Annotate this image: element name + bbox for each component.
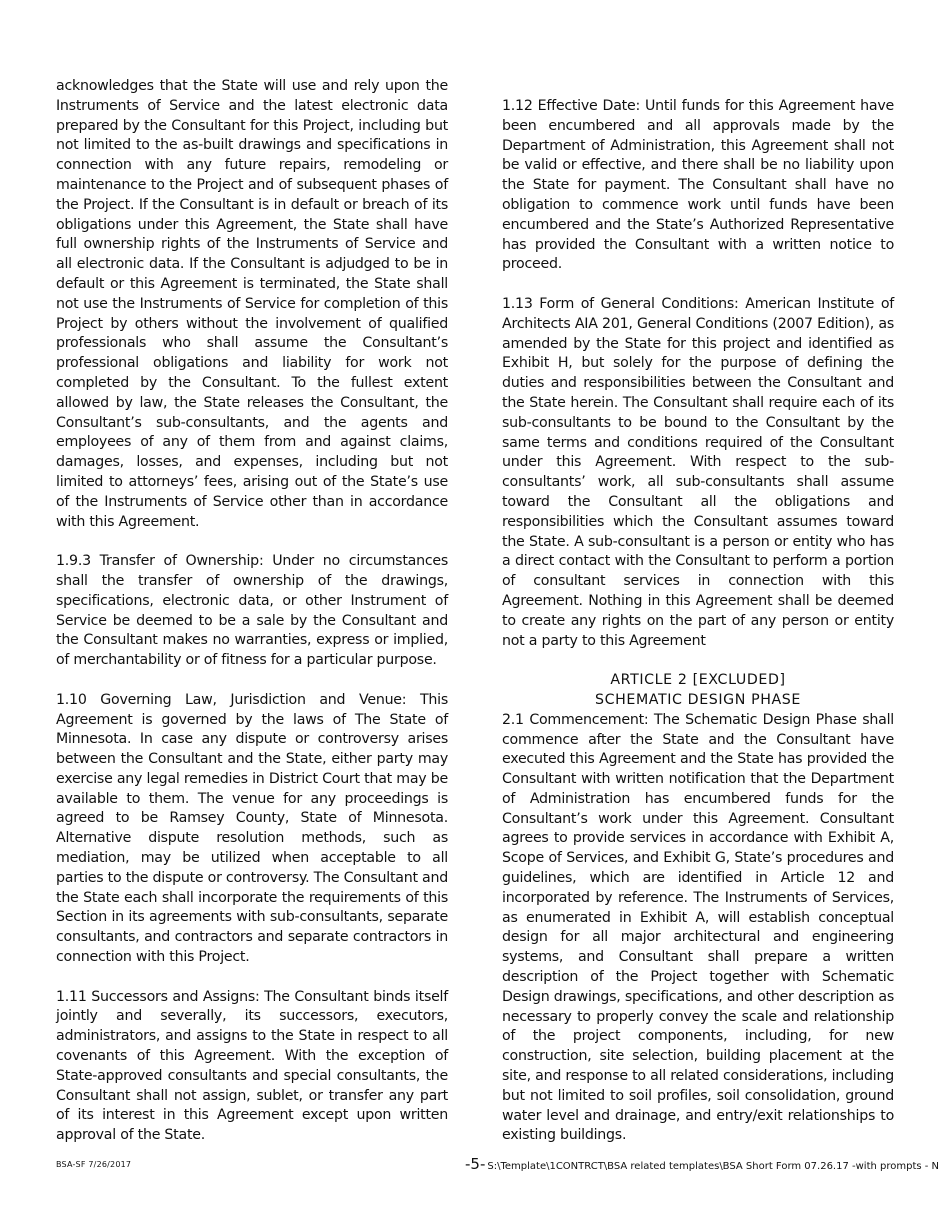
paragraph-instruments-of-service: acknowledges that the State will use and rely upon the Instruments of Service and the latest electronic data prepared by the Consultant for this Project, including but not limited to the as-built drawings and specifications in connection with any future repairs, remodeling or maintenance to the Project and of subsequent phases of the Project. If the Consultant is in default or breach of its obligations under this Agreement, the State shall have full ownership rights of the Instruments of Service and all electronic data. If the Consultant is adjudged to be in default or this Agreement is terminated, the State shall not use the Instruments of Service for completion of this Project by others without the involvement of qualified professionals who shall assume the Consultant’s professional obligations and liability for work not completed by the Consultant. To the fullest extent allowed by law, the State releases the Consultant, the Consultant’s sub-consultants, and the agents and employees of any of them from and against claims, damages, losses, and expenses, including but not limited to attorneys’ fees, arising out of the State’s use of the Instruments of Service other than in accordance with this Agreement. xyxy=(56,78,448,530)
paragraph-commencement: 2.1 Commencement: The Schematic Design Phase shall commence after the State and the Consultant have executed this Agreement and the State has provided the Consultant with written notification that the Department of Administration has encumbered funds for the Consultant’s work under this Agreement. Consultant agrees to provide services in accordance with Exhibit A, Scope of Services, and Exhibit G, State’s procedures and guidelines, which are identified in Article 12 and incorporated by reference. The Instruments of Services, as enumerated in Exhibit A, will establish conceptual design for all major architectural and engineering systems, and Consultant shall prepare a written description of the Project together with Schematic Design drawings, specifications, and other description as necessary to properly convey the scale and relationship of the project components, including, for new construction, site selection, building placement at the site, and response to all related considerations, including but not limited to soil profiles, soil consolidation, ground water level and drainage, and entry/exit relationships to existing buildings. xyxy=(502,711,894,1144)
article-title: ARTICLE 2 [EXCLUDED] xyxy=(610,672,786,689)
right-column xyxy=(502,97,894,1146)
left-column xyxy=(56,77,448,1146)
paragraph-transfer-of-ownership: 1.9.3 Transfer of Ownership: Under no circumstances shall the transfer of ownership of the drawings, specifications, electronic data, or other Instrument of Service be deemed to be a sale by the Consultant and the Consultant makes no warranties, express or implied, of merchantability or of fitness for a particular purpose. xyxy=(56,553,448,669)
paragraph-successors-and-assigns: 1.11 Successors and Assigns: The Consultant binds itself jointly and severally, its successors, executors, administrators, and assigns to the State in respect to all covenants of this Agreement. With the exception of State-approved consultants and special consultants, the Consultant shall not assign, sublet, or transfer any part of its interest in this Agreement except upon written approval of the State. xyxy=(56,988,448,1144)
footer-form-id: BSA-SF 7/26/2017 xyxy=(56,1160,132,1169)
footer-page-info xyxy=(465,1155,939,1173)
page-number: -5- xyxy=(465,1155,486,1173)
file-path: S:\Template\1CONTRCT\BSA related templates\BSA Short Form 07.26.17 -with prompts - N xyxy=(487,1161,940,1172)
article-subtitle: SCHEMATIC DESIGN PHASE xyxy=(595,691,801,708)
paragraph-governing-law: 1.10 Governing Law, Jurisdiction and Venue: This Agreement is governed by the laws of The State of Minnesota. In case any dispute or controversy arises between the Consultant and the State, either party may exercise any legal remedies in District Court that may be available to them. The venue for any proceedings is agreed to be Ramsey County, State of Minnesota. Alternative dispute resolution methods, such as mediation, may be utilized when acceptable to all parties to the dispute or controversy. The Consultant and the State each shall incorporate the requirements of this Section in its agreements with sub-consultants, separate consultants, and contractors and separate contractors in connection with this Project. xyxy=(56,691,448,966)
paragraph-form-of-general-conditions: 1.13 Form of General Conditions: American Institute of Architects AIA 201, General Conditions (2007 Edition), as amended by the State for this project and identified as Exhibit H, but solely for the purpose of defining the duties and responsibilities between the Consultant and the State herein. The Consultant shall require each of its sub-consultants to be bound to the Consultant by the same terms and conditions required of the Consultant under this Agreement. With respect to the sub-consultants’ work, all sub-consultants shall assume toward the Consultant all the obligations and responsibilities which the Consultant assumes toward the State. A sub-consultant is a person or entity who has a direct contact with the Consultant to perform a portion of consultant services in connection with this Agreement. Nothing in this Agreement shall be deemed to create any rights on the part of any person or entity not a party to this Agreement xyxy=(502,295,894,649)
paragraph-effective-date: 1.12 Effective Date: Until funds for this Agreement have been encumbered and all approvals made by the Department of Administration, this Agreement shall not be valid or effective, and there shall be no liability upon the State for payment. The Consultant shall have no obligation to commence work until funds have been encumbered and the State’s Authorized Representative has provided the Consultant with a written notice to proceed. xyxy=(502,98,894,273)
